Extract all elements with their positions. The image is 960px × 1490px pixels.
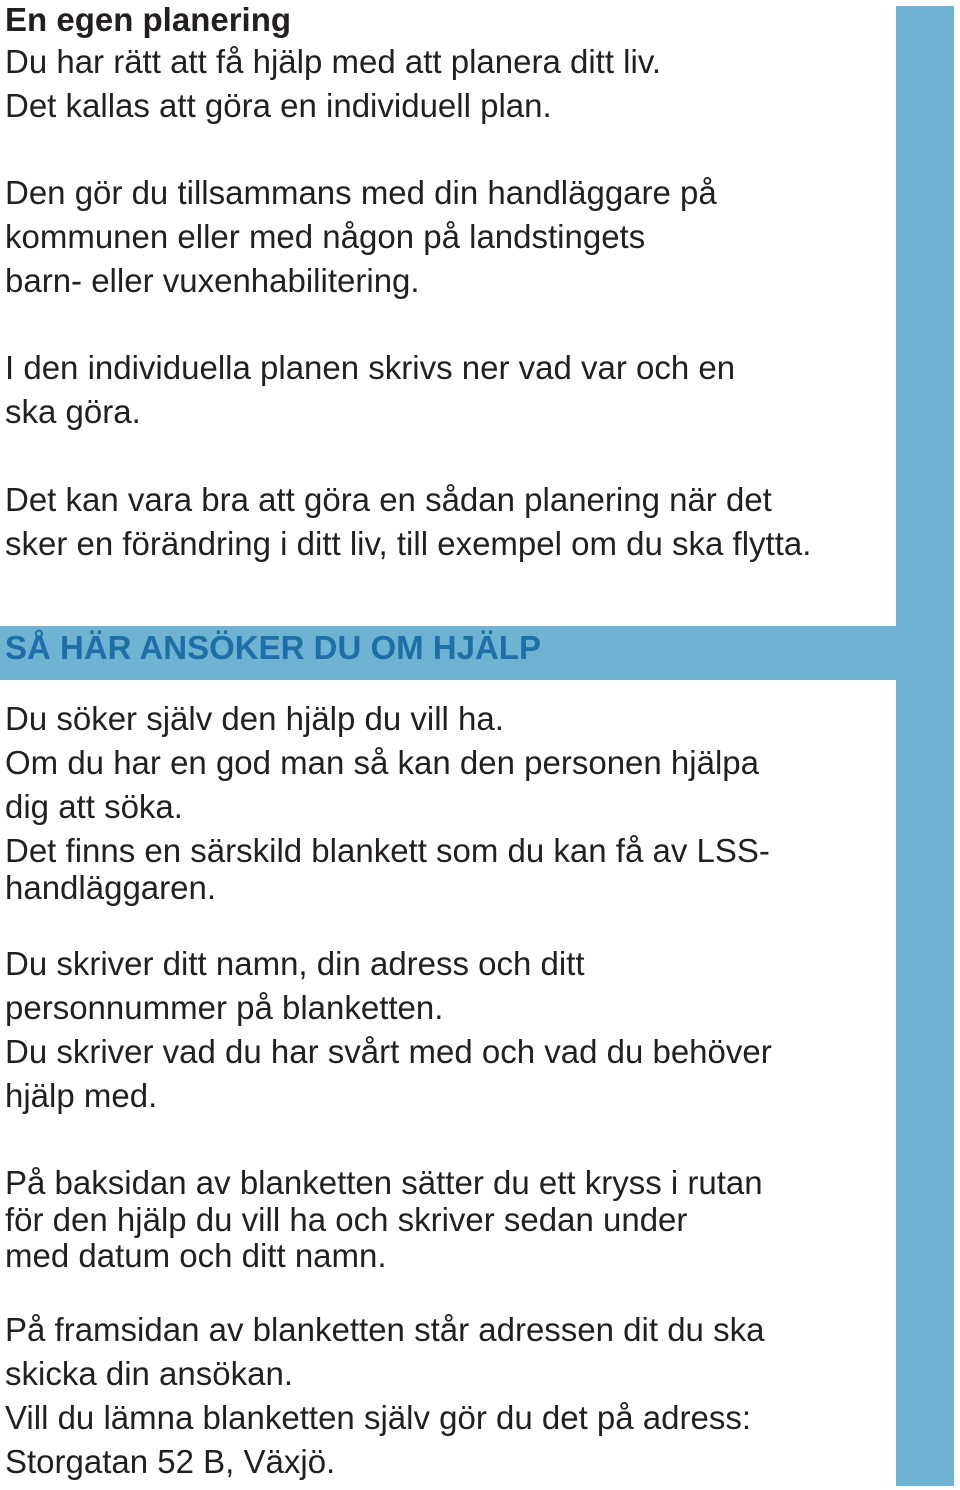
- intro-line-1: Du har rätt att få hjälp med att planera ditt liv.: [5, 43, 662, 80]
- decorative-side-bar: [896, 6, 954, 1486]
- para8-line-2: skicka din ansökan.: [5, 1355, 293, 1392]
- para8-line-3: Vill du lämna blanketten själv gör du det på adress:: [5, 1399, 752, 1436]
- para5-line-5: handläggaren.: [5, 869, 217, 906]
- para6-line-4: hjälp med.: [5, 1077, 158, 1114]
- para7-line-1: På baksidan av blanketten sätter du ett kryss i rutan: [5, 1164, 763, 1201]
- para2-line-1: Den gör du tillsammans med din handläggare på: [5, 174, 717, 211]
- para5-line-1: Du söker själv den hjälp du vill ha.: [5, 700, 504, 737]
- para8-line-1: På framsidan av blanketten står adressen dit du ska: [5, 1311, 765, 1348]
- section-title: SÅ HÄR ANSÖKER DU OM HJÄLP: [5, 629, 541, 666]
- para2-line-2: kommunen eller med någon på landstingets: [5, 218, 646, 255]
- para3-line-1: I den individuella planen skrivs ner vad var och en: [5, 349, 736, 386]
- para5-line-4: Det finns en särskild blankett som du kan få av LSS-: [5, 832, 770, 869]
- para3-line-2: ska göra.: [5, 393, 141, 430]
- para6-line-1: Du skriver ditt namn, din adress och ditt: [5, 945, 585, 982]
- para4-line-1: Det kan vara bra att göra en sådan planering när det: [5, 481, 772, 518]
- intro-line-2: Det kallas att göra en individuell plan.: [5, 87, 552, 124]
- para8-line-4: Storgatan 52 B, Växjö.: [5, 1443, 336, 1480]
- para4-line-2: sker en förändring i ditt liv, till exempel om du ska flytta.: [5, 525, 812, 562]
- page-heading: En egen planering: [5, 1, 292, 38]
- para6-line-3: Du skriver vad du har svårt med och vad du behöver: [5, 1033, 772, 1070]
- para7-line-3: med datum och ditt namn.: [5, 1237, 387, 1274]
- para7-line-2: för den hjälp du vill ha och skriver sedan under: [5, 1201, 688, 1238]
- para6-line-2: personnummer på blanketten.: [5, 989, 444, 1026]
- para5-line-3: dig att söka.: [5, 788, 183, 825]
- para2-line-3: barn- eller vuxenhabilitering.: [5, 262, 420, 299]
- para5-line-2: Om du har en god man så kan den personen hjälpa: [5, 744, 760, 781]
